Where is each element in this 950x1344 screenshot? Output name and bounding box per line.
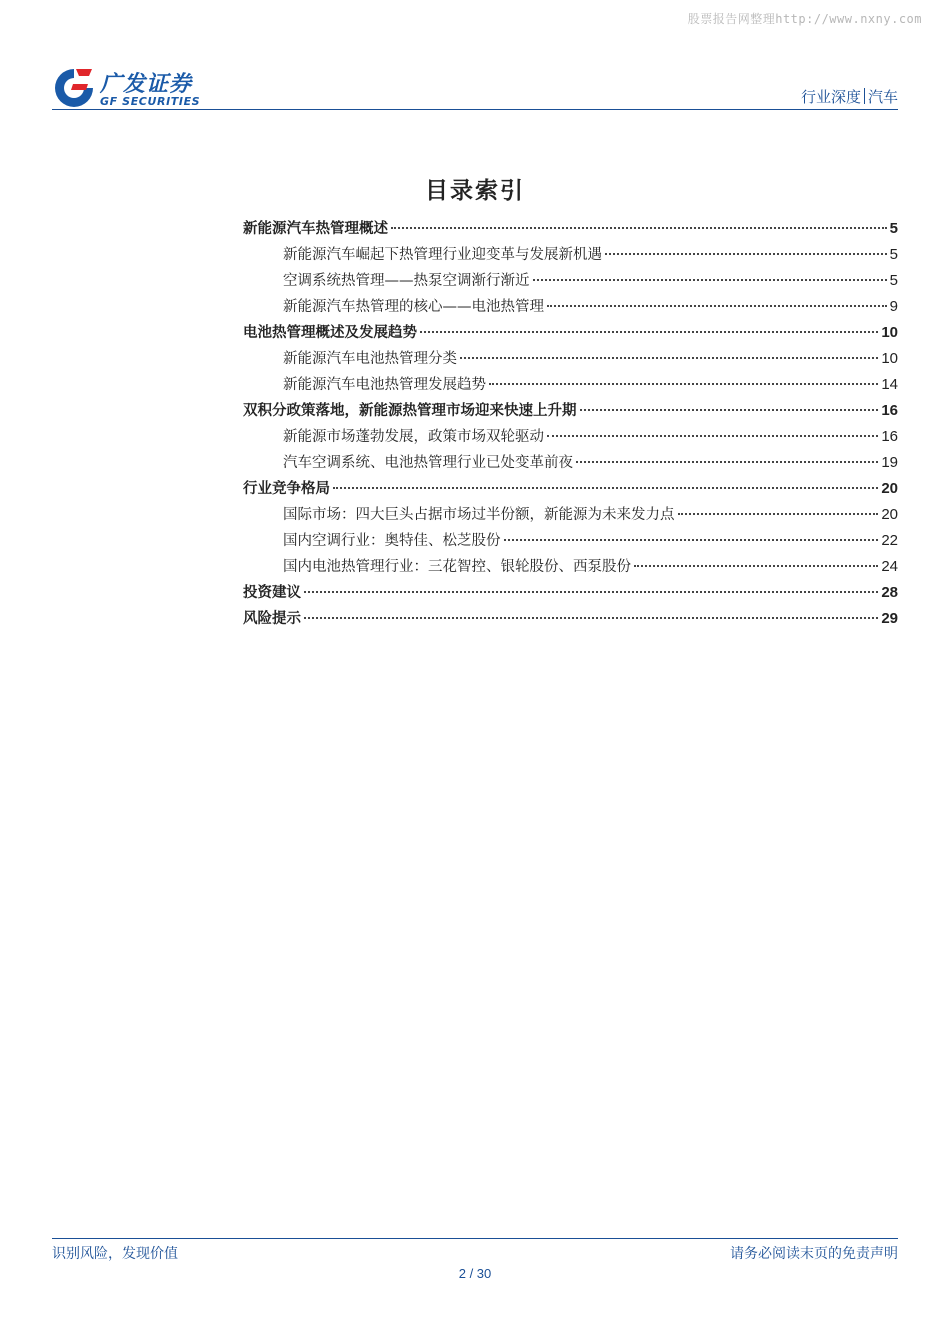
toc-dot-leader [547,305,887,307]
toc-entry-title: 新能源汽车热管理概述 [243,221,388,237]
toc-entry-page: 14 [881,376,898,393]
toc-entry-page: 10 [881,324,898,341]
logo-chinese-name: 广发证券 [100,72,193,97]
toc-dot-leader [678,513,879,515]
toc-section-entry[interactable] [243,372,898,398]
category-divider [864,88,865,104]
toc-dot-leader [634,565,878,567]
table-of-contents [243,216,898,632]
footer-disclaimer-note: 请务必阅读末页的免责声明 [730,1246,898,1262]
page-number: 2 / 30 [458,1266,492,1281]
toc-entry-title: 新能源汽车热管理的核心——电池热管理 [283,299,544,315]
toc-entry-title: 双积分政策落地，新能源热管理市场迎来快速上升期 [243,403,577,419]
toc-entry-page: 5 [889,220,898,237]
toc-entry-title: 新能源汽车电池热管理发展趋势 [283,377,486,393]
toc-section-entry[interactable] [243,450,898,476]
toc-entry-page: 16 [881,428,898,445]
toc-entry-title: 新能源汽车崛起下热管理行业迎变革与发展新机遇 [283,247,602,263]
footer-divider [52,1238,898,1239]
toc-entry-page: 20 [881,506,898,523]
toc-entry-title: 行业竞争格局 [243,481,330,497]
company-logo [52,66,242,110]
toc-dot-leader [304,591,878,593]
toc-entry-page: 29 [881,610,898,627]
toc-section-entry[interactable] [243,502,898,528]
toc-entry-page: 10 [881,350,898,367]
toc-dot-leader [460,357,878,359]
toc-entry-title: 汽车空调系统、电池热管理行业已处变革前夜 [283,455,573,471]
toc-dot-leader [576,461,878,463]
toc-dot-leader [533,279,887,281]
toc-section-entry[interactable] [243,294,898,320]
toc-dot-leader [605,253,887,255]
toc-section-entry[interactable] [243,528,898,554]
category-label: 行业深度 [800,88,861,106]
header-divider [52,109,898,110]
toc-chapter-entry[interactable] [243,398,898,424]
toc-entry-title: 国际市场：四大巨头占据市场过半份额，新能源为未来发力点 [283,507,675,523]
toc-entry-page: 5 [889,272,898,289]
toc-entry-title: 新能源汽车电池热管理分类 [283,351,457,367]
toc-chapter-entry[interactable] [243,216,898,242]
toc-dot-leader [547,435,878,437]
toc-entry-page: 5 [889,246,898,263]
industry-label: 汽车 [867,88,898,106]
toc-title: 目录索引 [425,177,525,204]
toc-section-entry[interactable] [243,346,898,372]
watermark-text: 股票报告网整理http://www.nxny.com [687,12,922,26]
toc-dot-leader [333,487,878,489]
toc-entry-title: 国内空调行业：奥特佳、松芝股份 [283,533,501,549]
toc-entry-page: 19 [881,454,898,471]
toc-entry-title: 风险提示 [243,611,301,627]
report-category [801,86,898,107]
logo-english-name: GF SECURITIES [100,95,201,108]
toc-entry-page: 16 [881,402,898,419]
toc-entry-page: 22 [881,532,898,549]
toc-section-entry[interactable] [243,242,898,268]
toc-entry-page: 28 [881,584,898,601]
toc-entry-page: 9 [889,298,898,315]
toc-entry-title: 投资建议 [243,585,301,601]
toc-entry-page: 24 [881,558,898,575]
page-header [52,62,898,112]
toc-dot-leader [304,617,878,619]
toc-chapter-entry[interactable] [243,476,898,502]
toc-dot-leader [580,409,879,411]
toc-entry-page: 20 [881,480,898,497]
toc-dot-leader [420,331,878,333]
toc-entry-title: 空调系统热管理——热泵空调渐行渐近 [283,273,530,289]
toc-entry-title: 电池热管理概述及发展趋势 [243,325,417,341]
toc-chapter-entry[interactable] [243,320,898,346]
gf-logo-icon [52,66,96,110]
toc-section-entry[interactable] [243,424,898,450]
toc-entry-title: 新能源市场蓬勃发展，政策市场双轮驱动 [283,429,544,445]
toc-section-entry[interactable] [243,268,898,294]
toc-dot-leader [391,227,887,229]
toc-dot-leader [504,539,879,541]
toc-entry-title: 国内电池热管理行业：三花智控、银轮股份、西泵股份 [283,559,631,575]
toc-chapter-entry[interactable] [243,606,898,632]
toc-section-entry[interactable] [243,554,898,580]
footer-slogan: 识别风险，发现价值 [52,1246,178,1262]
toc-dot-leader [489,383,878,385]
toc-chapter-entry[interactable] [243,580,898,606]
